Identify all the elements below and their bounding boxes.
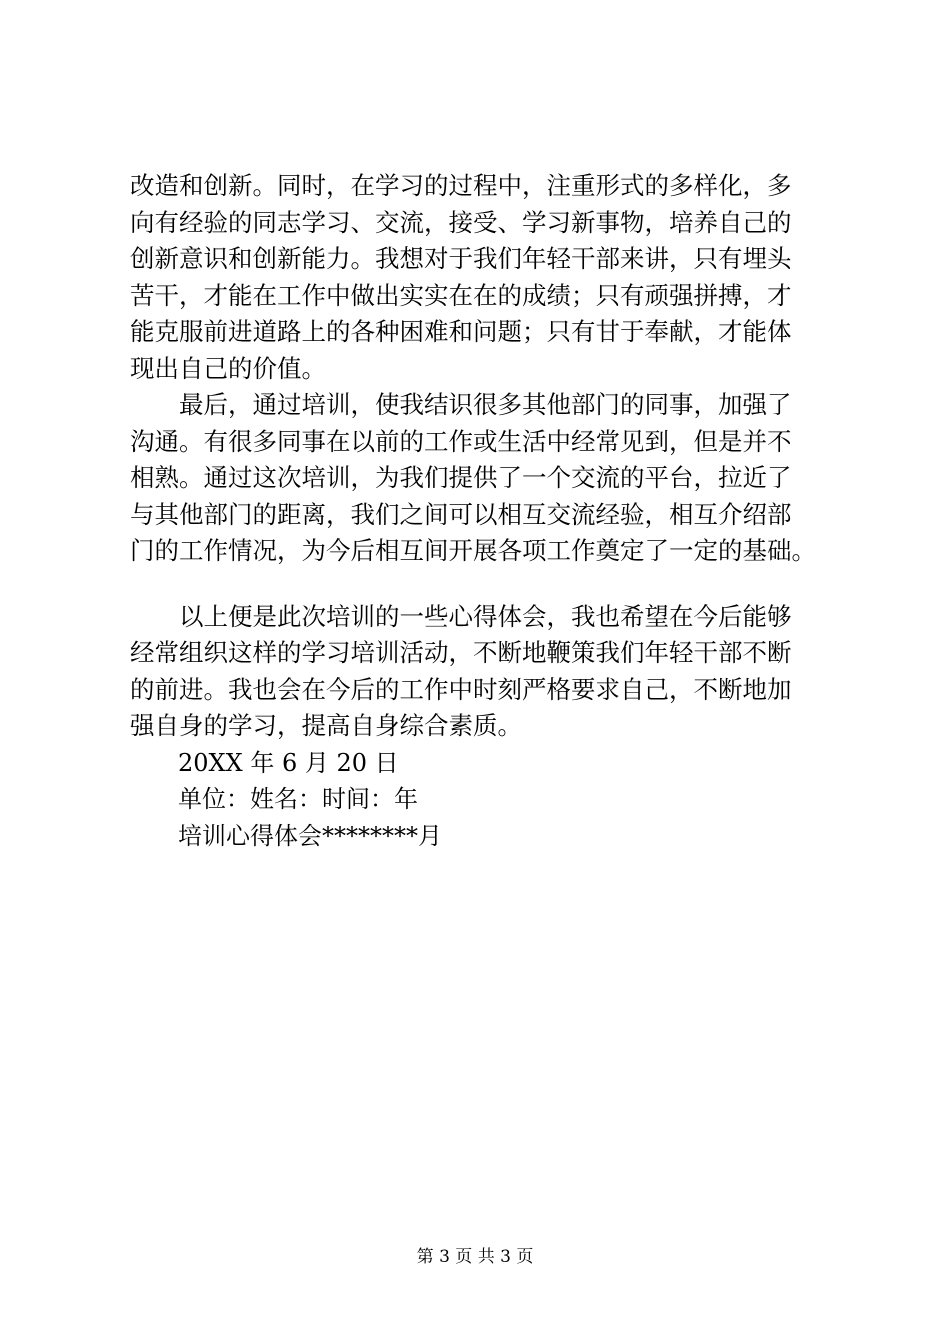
paragraph-spacer: [130, 570, 840, 599]
text-line: 经常组织这样的学习培训活动，不断地鞭策我们年轻干部不断: [130, 638, 792, 667]
text-line: 最后，通过培训，使我结识很多其他部门的同事，加强了: [130, 390, 792, 419]
text-line: 向有经验的同志学习、交流，接受、学习新事物，培养自己的: [130, 207, 792, 237]
text-line: 强自身的学习，提高自身综合素质。: [130, 711, 522, 740]
text-line: 能克服前进道路上的各种困难和问题；只有甘于奉献，才能体: [130, 317, 792, 346]
text-line: 以上便是此次培训的一些心得体会，我也希望在今后能够: [130, 601, 792, 631]
text-line: 苦干，才能在工作中做出实实在在的成绩；只有顽强拼搏，才: [130, 280, 792, 310]
paragraph-innovation: [130, 168, 840, 387]
text-line: 门的工作情况，为今后相互间开展各项工作奠定了一定的基础。: [130, 536, 816, 565]
title-line: 培训心得体会********月: [178, 821, 442, 850]
unit-line: 单位：姓名：时间：年: [178, 785, 418, 813]
text-line: 与其他部门的距离，我们之间可以相互交流经验，相互介绍部: [130, 499, 792, 529]
document-body: [130, 168, 840, 854]
text-line: 现出自己的价值。: [130, 353, 326, 383]
paragraph-conclusion: [130, 599, 840, 745]
text-line: 相熟。通过这次培训，为我们提供了一个交流的平台，拉近了: [130, 463, 792, 492]
paragraph-communication: [130, 387, 840, 570]
text-line: 创新意识和创新能力。我想对于我们年轻干部来讲，只有埋头: [130, 244, 792, 273]
page-number-label: 第 3 页 共 3 页: [416, 1247, 534, 1267]
text-line: 改造和创新。同时，在学习的过程中，注重形式的多样化，多: [130, 171, 792, 200]
page-footer: [0, 1246, 950, 1268]
text-line: 沟通。有很多同事在以前的工作或生活中经常见到，但是并不: [130, 426, 792, 456]
text-line: 的前进。我也会在今后的工作中时刻严格要求自己，不断地加: [130, 674, 792, 704]
date-line: 20XX 年 6 月 20 日: [178, 748, 399, 777]
